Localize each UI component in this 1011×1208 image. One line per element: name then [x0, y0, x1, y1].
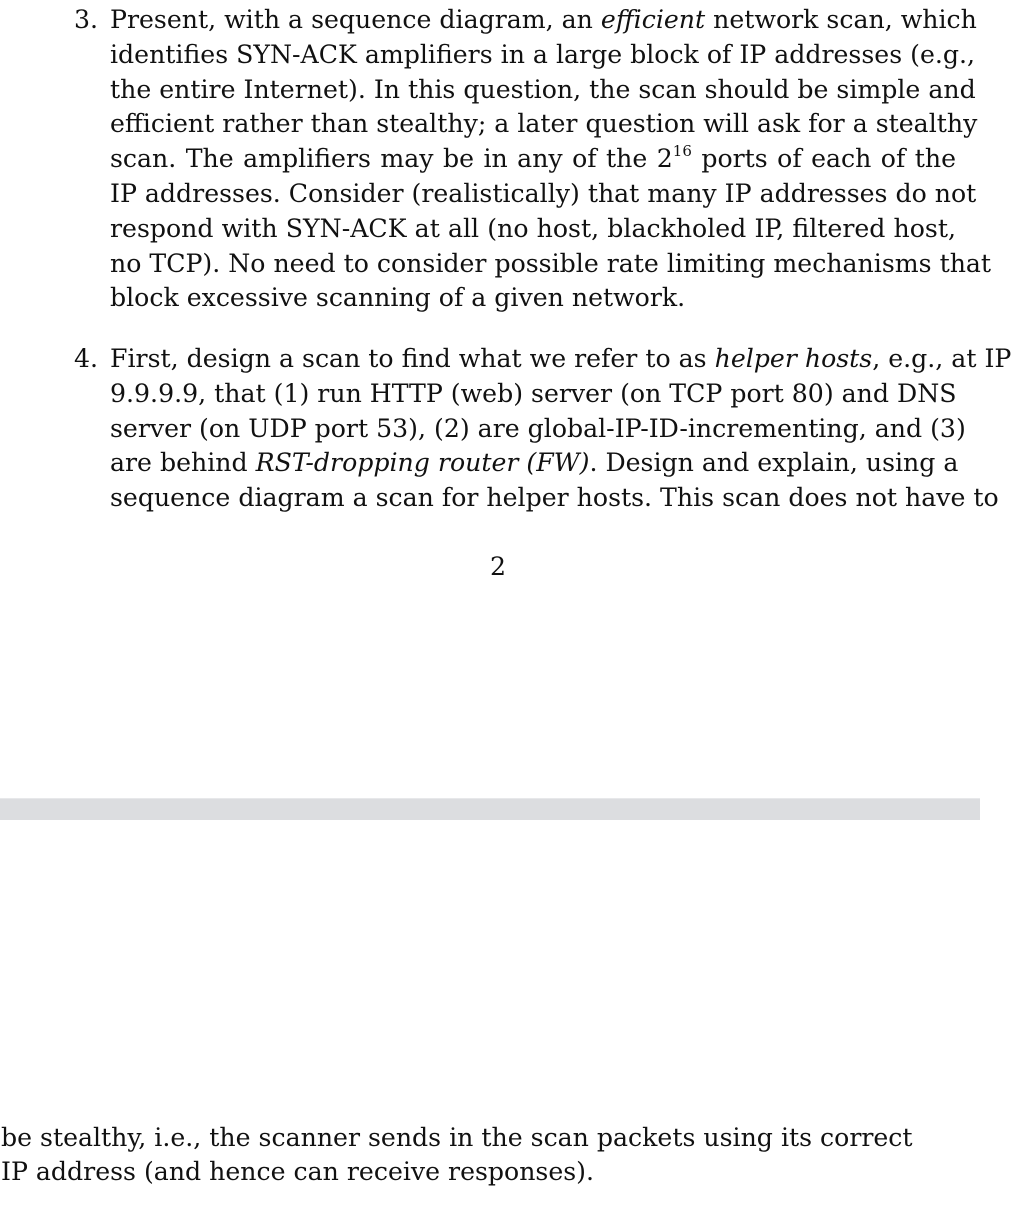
question-4-line-1: First, design a scan to find what we refer to as helper hosts, e.g., at IP [110, 344, 1011, 373]
question-3-line-3: the entire Internet). In this question, the scan should be simple and [110, 74, 976, 104]
page-separator [0, 798, 980, 821]
question-4-line-3: server (on UDP port 53), (2) are global-IP-ID-incrementing, and (3) [110, 413, 966, 443]
continuation-line-2: IP address (and hence can receive responses). [1, 1157, 595, 1186]
exponent-16: 16 [672, 141, 692, 160]
question-3-number: 3. [74, 5, 99, 34]
emphasis-rst-dropping-router: RST-dropping router (FW) [255, 448, 590, 478]
emphasis-helper-hosts: helper hosts [714, 344, 873, 373]
question-3-line-2: identifies SYN-ACK amplifiers in a large block of IP addresses (e.g., [110, 39, 975, 69]
question-3-text [110, 3, 992, 316]
question-3-line-5: scan. The amplifiers may be in any of the $2^{16}$ ports of each of the [110, 141, 956, 174]
page-number: 2 [489, 552, 507, 581]
emphasis-efficient: efficient [600, 5, 706, 34]
question-3-line-4: efficient rather than stealthy; a later question will ask for a stealthy [110, 109, 978, 139]
question-3-line-7: respond with SYN-ACK at all (no host, blackholed IP, filtered host, [110, 213, 956, 243]
document-page-3 [0, 820, 980, 1208]
question-4-line-4: are behind RST-dropping router (FW). Design and explain, using a [110, 448, 959, 478]
question-3-line-9: block excessive scanning of a given network. [110, 283, 686, 313]
question-3-line-8: no TCP). No need to consider possible rate limiting mechanisms that [110, 248, 992, 278]
question-4-line-5: sequence diagram a scan for helper hosts. This scan does not have to [110, 483, 999, 513]
question-4-text [110, 342, 1011, 516]
question-4-number: 4. [74, 344, 99, 373]
question-3 [70, 3, 992, 316]
question-4 [70, 342, 1011, 516]
question-3-line-1: Present, with a sequence diagram, an efficient network scan, which [110, 5, 977, 34]
question-3-line-6: IP addresses. Consider (realistically) that many IP addresses do not [110, 178, 977, 208]
question-4-continuation [1, 1121, 913, 1189]
question-4-line-2: 9.9.9.9, that (1) run HTTP (web) server (on TCP port 80) and DNS [110, 378, 957, 408]
continuation-line-1: be stealthy, i.e., the scanner sends in the scan packets using its correct [1, 1123, 913, 1152]
